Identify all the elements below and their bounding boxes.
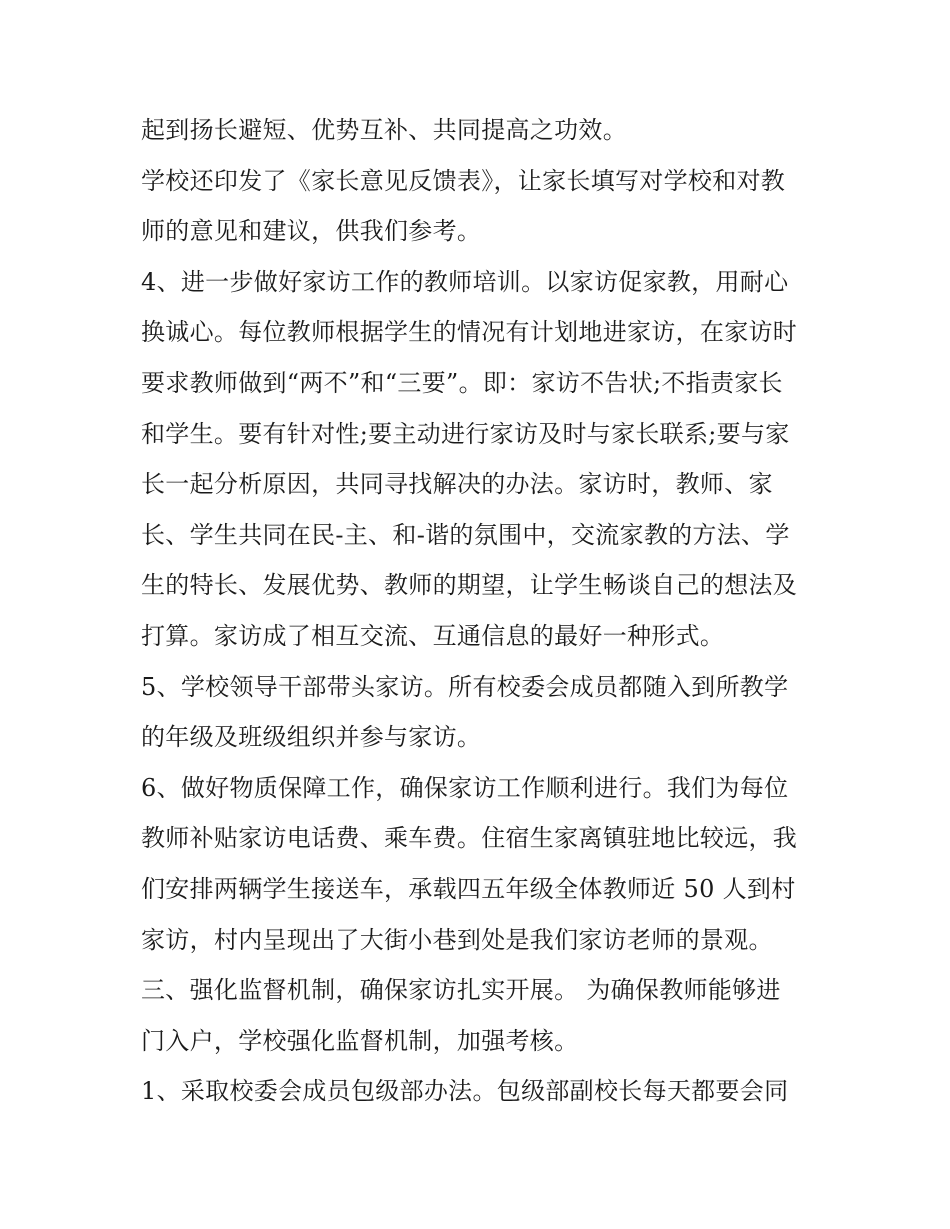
- text-line: 师的意见和建议，供我们参考。: [141, 217, 482, 246]
- text-line: 门入户，学校强化监督机制，加强考核。: [141, 1026, 579, 1055]
- text-line: 学校还印发了《家长意见反馈表》，让家长填写对学校和对教: [141, 166, 786, 195]
- text-line: 的年级及班级组织并参与家访。: [141, 723, 482, 752]
- text-line: 要求教师做到“两不”和“三要”。即：家访不告状;不指责家长: [141, 368, 783, 397]
- text-line: 三、强化监督机制，确保家访扎实开展。 为确保教师能够进: [141, 976, 781, 1005]
- text-line: 换诚心。每位教师根据学生的情况有计划地进家访，在家访时: [141, 318, 798, 347]
- text-line: 4、进一步做好家访工作的教师培训。以家访促家教，用耐心: [141, 267, 789, 296]
- body-text: [141, 105, 821, 1117]
- text-line: 家访，村内呈现出了大街小巷到处是我们家访老师的景观。: [141, 925, 773, 954]
- text-line: 们安排两辆学生接送车，承载四五年级全体教师近 50 人到村: [141, 874, 796, 903]
- text-line: 和学生。要有针对性;要主动进行家访及时与家长联系;要与家: [141, 419, 790, 448]
- text-line: 打算。家访成了相互交流、互通信息的最好一种形式。: [141, 621, 725, 650]
- text-line: 长一起分析原因，共同寻找解决的办法。家访时，教师、家: [141, 470, 773, 499]
- text-line: 5、学校领导干部带头家访。所有校委会成员都随入到所教学: [141, 672, 789, 701]
- text-line: 长、学生共同在民-主、和-谐的氛围中，交流家教的方法、学: [141, 520, 790, 549]
- text-line: 1、采取校委会成员包级部办法。包级部副校长每天都要会同: [141, 1077, 789, 1106]
- text-line: 6、做好物质保障工作，确保家访工作顺利进行。我们为每位: [141, 773, 789, 802]
- text-line: 起到扬长避短、优势互补、共同提高之功效。: [141, 116, 627, 144]
- text-line: 生的特长、发展优势、教师的期望，让学生畅谈自己的想法及: [141, 571, 798, 600]
- text-line: 教师补贴家访电话费、乘车费。住宿生家离镇驻地比较远，我: [141, 824, 798, 853]
